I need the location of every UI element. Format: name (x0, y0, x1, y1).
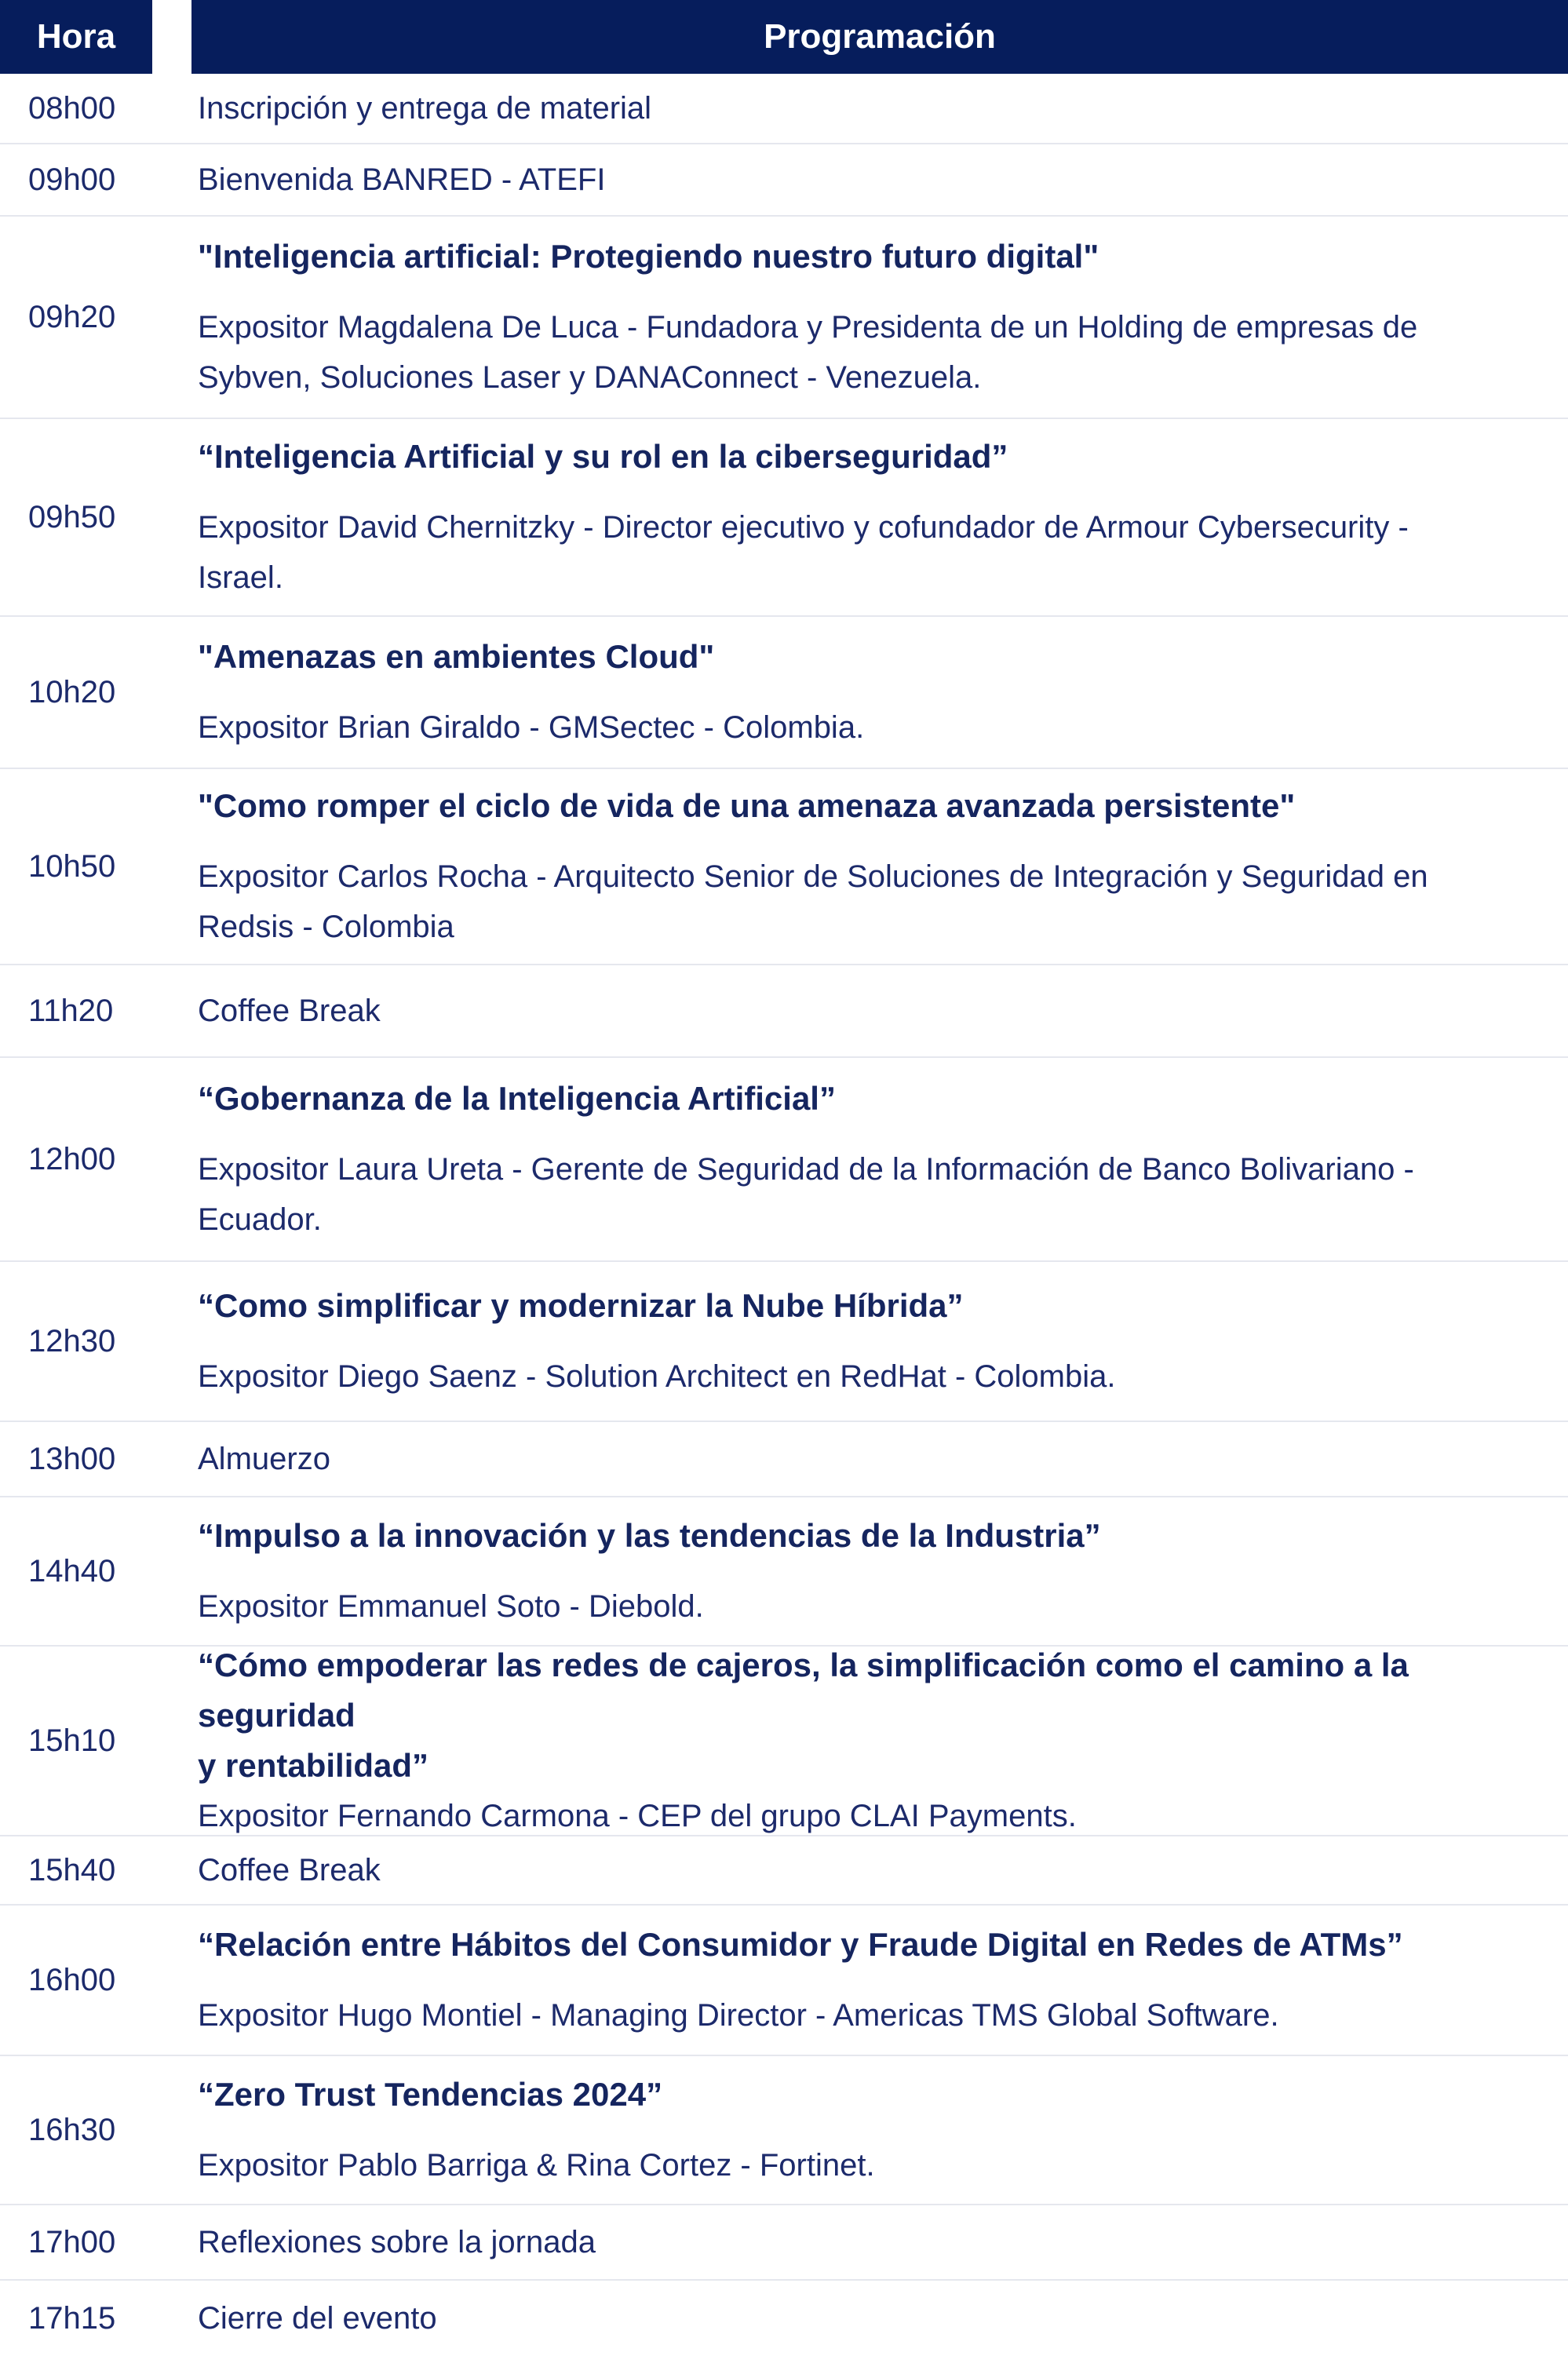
speaker-description-cont: Redsis - Colombia (198, 910, 454, 944)
row-content (198, 1906, 1557, 2055)
speaker-description-cont: Ecuador. (198, 1202, 322, 1237)
row-content (198, 1422, 1557, 1496)
talk-title: “Zero Trust Tendencias 2024” (198, 2076, 663, 2113)
speaker-description: Expositor Pablo Barriga & Rina Cortez - Fortinet. (198, 2148, 875, 2183)
row-description: Reflexiones sobre la jornada (198, 2225, 596, 2259)
row-description: Coffee Break (198, 1853, 381, 1887)
row-time: 09h00 (28, 162, 116, 197)
speaker-description-cont: Israel. (198, 560, 283, 595)
table-row (0, 1422, 1568, 1497)
row-content (198, 965, 1557, 1056)
row-time: 10h50 (28, 848, 116, 884)
row-content (198, 2056, 1557, 2204)
row-content (198, 769, 1557, 964)
speaker-description: Expositor Diego Saenz - Solution Architect en RedHat - Colombia. (198, 1359, 1116, 1394)
table-header (0, 0, 1568, 74)
table-row (0, 2056, 1568, 2205)
table-row (0, 617, 1568, 769)
row-description: Cierre del evento (198, 2301, 437, 2336)
table-row (0, 217, 1568, 419)
talk-title: “Gobernanza de la Inteligencia Artificial” (198, 1080, 836, 1117)
table-row (0, 1058, 1568, 1262)
talk-title: “Como simplificar y modernizar la Nube Híbrida” (198, 1287, 964, 1324)
talk-title: “Inteligencia Artificial y su rol en la ciberseguridad” (198, 438, 1008, 475)
row-content (198, 1058, 1557, 1260)
row-time: 17h15 (28, 2300, 116, 2336)
row-time: 17h00 (28, 2224, 116, 2259)
row-time: 13h00 (28, 1441, 116, 1476)
talk-title: “Relación entre Hábitos del Consumidor y Fraude Digital en Redes de ATMs” (198, 1926, 1403, 1963)
talk-title: "Inteligencia artificial: Protegiendo nuestro futuro digital" (198, 238, 1099, 275)
row-content (198, 74, 1557, 143)
row-content (198, 419, 1557, 615)
row-time: 10h20 (28, 674, 116, 709)
speaker-description: Expositor Hugo Montiel - Managing Director - Americas TMS Global Software. (198, 1998, 1279, 2033)
talk-title: "Amenazas en ambientes Cloud" (198, 638, 715, 675)
table-row (0, 965, 1568, 1058)
table-row (0, 1262, 1568, 1422)
table-row (0, 74, 1568, 144)
table-row (0, 2281, 1568, 2356)
speaker-description: Expositor Carlos Rocha - Arquitecto Senior de Soluciones de Integración y Seguridad en (198, 859, 1428, 894)
talk-title-cont: y rentabilidad” (198, 1747, 429, 1784)
row-time: 15h10 (28, 1723, 116, 1758)
header-hora: Hora (0, 0, 152, 74)
row-time: 12h30 (28, 1323, 116, 1359)
speaker-description: Expositor Emmanuel Soto - Diebold. (198, 1589, 704, 1624)
talk-title: “Cómo empoderar las redes de cajeros, la simplificación como el camino a la seguridad (198, 1647, 1409, 1734)
row-content (198, 217, 1557, 418)
row-content (198, 617, 1557, 768)
speaker-description: Expositor Fernando Carmona - CEP del grupo CLAI Payments. (198, 1799, 1077, 1833)
talk-title: “Impulso a la innovación y las tendencias de la Industria” (198, 1517, 1101, 1554)
speaker-description: Expositor Brian Giraldo - GMSectec - Colombia. (198, 710, 865, 745)
speaker-description-cont: Sybven, Soluciones Laser y DANAConnect - Venezuela. (198, 360, 982, 395)
table-row (0, 1906, 1568, 2056)
table-row (0, 1647, 1568, 1836)
row-time: 16h00 (28, 1962, 116, 1997)
row-description: Almuerzo (198, 1442, 330, 1476)
table-row (0, 1836, 1568, 1906)
row-time: 15h40 (28, 1852, 116, 1887)
row-content (198, 1836, 1557, 1904)
row-content (198, 1497, 1557, 1645)
row-content (198, 1647, 1557, 1835)
row-content (198, 2205, 1557, 2279)
table-row (0, 419, 1568, 617)
row-description: Inscripción y entrega de material (198, 91, 652, 126)
row-time: 12h00 (28, 1141, 116, 1176)
speaker-description: Expositor David Chernitzky - Director ejecutivo y cofundador de Armour Cybersecurity - (198, 510, 1409, 545)
table-row (0, 144, 1568, 217)
row-time: 14h40 (28, 1553, 116, 1588)
table-row (0, 769, 1568, 965)
row-time: 08h00 (28, 90, 116, 126)
row-time: 16h30 (28, 2112, 116, 2147)
row-time: 09h50 (28, 499, 116, 534)
row-content (198, 144, 1557, 215)
table-row (0, 1497, 1568, 1647)
row-content (198, 1262, 1557, 1421)
header-programacion: Programación (191, 0, 1568, 74)
row-time: 11h20 (28, 993, 114, 1028)
row-description: Bienvenida BANRED - ATEFI (198, 162, 606, 197)
speaker-description: Expositor Magdalena De Luca - Fundadora y Presidenta de un Holding de empresas de (198, 310, 1418, 345)
row-description: Coffee Break (198, 994, 381, 1028)
talk-title: "Como romper el ciclo de vida de una amenaza avanzada persistente" (198, 787, 1296, 824)
row-content (198, 2281, 1557, 2356)
row-time: 09h20 (28, 299, 116, 334)
speaker-description: Expositor Laura Ureta - Gerente de Seguridad de la Información de Banco Bolivariano - (198, 1152, 1414, 1187)
table-row (0, 2205, 1568, 2281)
